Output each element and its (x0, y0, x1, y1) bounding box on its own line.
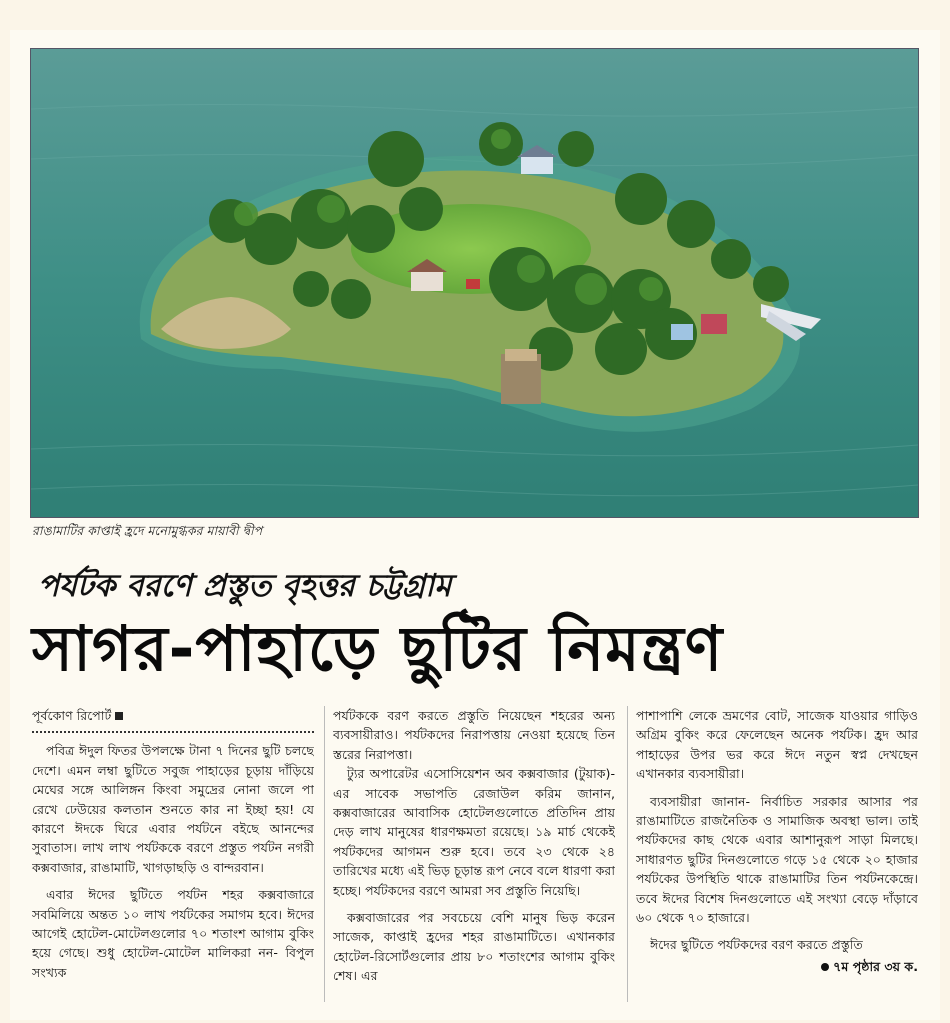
bullet-icon (821, 963, 829, 971)
column-divider (324, 706, 325, 1002)
paragraph: ট্যুর অপারেটর এসোসিয়েশন অব কক্সবাজার (টুয়াক)-এর সাবেক সভাপতি রেজাউল করিম জানান, কক্সবাজারের আবাসিক হোটেলগুলোতে প্রতিদিন প্রায় দেড় লাখ মানুষের ধারণক্ষমতা রয়েছে। ১৯ মার্চ থেকেই পর্যটকদের আগমন শুরু হবে। তবে ২৩ থেকে ২৪ তারিখের মধ্যে এই ভিড় চূড়ান্ত রূপ নেবে বলে ধারণা করা হচ্ছে। পর্যটকদের বরণে আমরা সব প্রস্তুতি নিয়েছি। (333, 766, 615, 898)
island-aerial-image (31, 49, 918, 517)
island-photo (30, 48, 919, 518)
paragraph: ব্যবসায়ীরা জানান- নির্বাচিত সরকার আসার পর রাঙামাটিতে রাজনৈতিক ও সামাজিক অবস্থা ভাল। তাই পর্যটকদের কাছ থেকে এবার আশানুরূপ সাড়া মিলছে। সাধারণত ছুটির দিনগুলোতে গড়ে ১৫ থেকে ২০ হাজার পর্যটকের উপস্থিতি থাকে রাঙামাটির তিন পর্যটনকেন্দ্রে। তবে ঈদের বিশেষ দিনগুলোতে এই সংখ্যা বেড়ে দাঁড়াবে ৬০ থেকে ৭০ হাজারে। (636, 793, 918, 926)
column-divider (627, 706, 628, 1002)
kicker-headline: পর্যটক বরণে প্রস্তুত বৃহত্তর চট্টগ্রাম (38, 568, 452, 604)
continued-on-text: ৭ম পৃষ্ঠার ৩য় ক. (833, 958, 918, 974)
continued-on (636, 957, 918, 976)
byline-text: পূর্বকোণ রিপোর্ট (32, 708, 112, 723)
paragraph: এবার ঈদের ছুটিতে পর্যটন শহর কক্সবাজারে সবমিলিয়ে অন্তত ১০ লাখ পর্যটকের সমাগম হবে। ঈদের আগেই হোটেল-মোটেলগুলোর ৭০ শতাংশ আগাম বুকিং হয়ে গেছে। শুধু হোটেল-মোটেল মালিকরা নন- বিপুল সংখ্যক (32, 887, 314, 980)
byline-square-icon (115, 712, 123, 720)
paragraph: পর্যটককে বরণ করতে প্রস্তুতি নিয়েছেন শহরের অন্য ব্যবসায়ীরাও। পর্যটকদের নিরাপত্তায় নেওয়া হয়েছে তিন স্তরের নিরাপত্তা। (333, 708, 615, 762)
photo-caption: রাঙামাটির কাপ্তাই হ্রদে মনোমুগ্ধকর মায়াবী দ্বীপ (32, 523, 263, 538)
dotted-divider (32, 731, 314, 733)
main-headline: সাগর-পাহাড়ে ছুটির নিমন্ত্রণ (32, 612, 724, 685)
article-column-2 (333, 706, 615, 1006)
paragraph: পাশাপাশি লেকে ভ্রমণের বোট, সাজেক যাওয়ার গাড়িও অগ্রিম বুকিং করে ফেলেছেন অনেক পর্যটক। হ্রদ আর পাহাড়ের উপর ভর করে ঈদে নতুন স্বপ্ন দেখছেন এখানকার ব্যবসায়ীরা। (636, 708, 918, 782)
byline (32, 706, 314, 725)
article-column-1 (32, 706, 314, 1006)
paragraph: পবিত্র ঈদুল ফিতর উপলক্ষে টানা ৭ দিনের ছুটি চলছে দেশে। এমন লম্বা ছুটিতে সবুজ পাহাড়ের চূড়ায় দাঁড়িয়ে মেঘের সঙ্গে আলিঙ্গন কিংবা সমুদ্রের নোনা জলে পা রেখে ঢেউয়ের কলতান শুনতে কার না ইচ্ছা হয়! যে কারণে ঈদকে ঘিরে এবার পর্যটনে বইছে আনন্দের সুবাতাস। লাখ লাখ পর্যটককে বরণে প্রস্তুত পর্যটন নগরী কক্সবাজার, রাঙামাটি, খাগড়াছড়ি ও বান্দরবান। (32, 743, 314, 875)
paragraph: ঈদের ছুটিতে পর্যটকদের বরণ করতে প্রস্তুতি (650, 937, 863, 953)
article-column-3 (636, 706, 918, 1006)
paragraph: কক্সবাজারের পর সবচেয়ে বেশি মানুষ ভিড় করেন সাজেক, কাপ্তাই হ্রদের শহর রাঙামাটিতে। এখানকার হোটেল-রিসোর্টগুলোর প্রায় ৮০ শতাংশের আগাম বুকিং শেষ। এর (333, 910, 615, 984)
